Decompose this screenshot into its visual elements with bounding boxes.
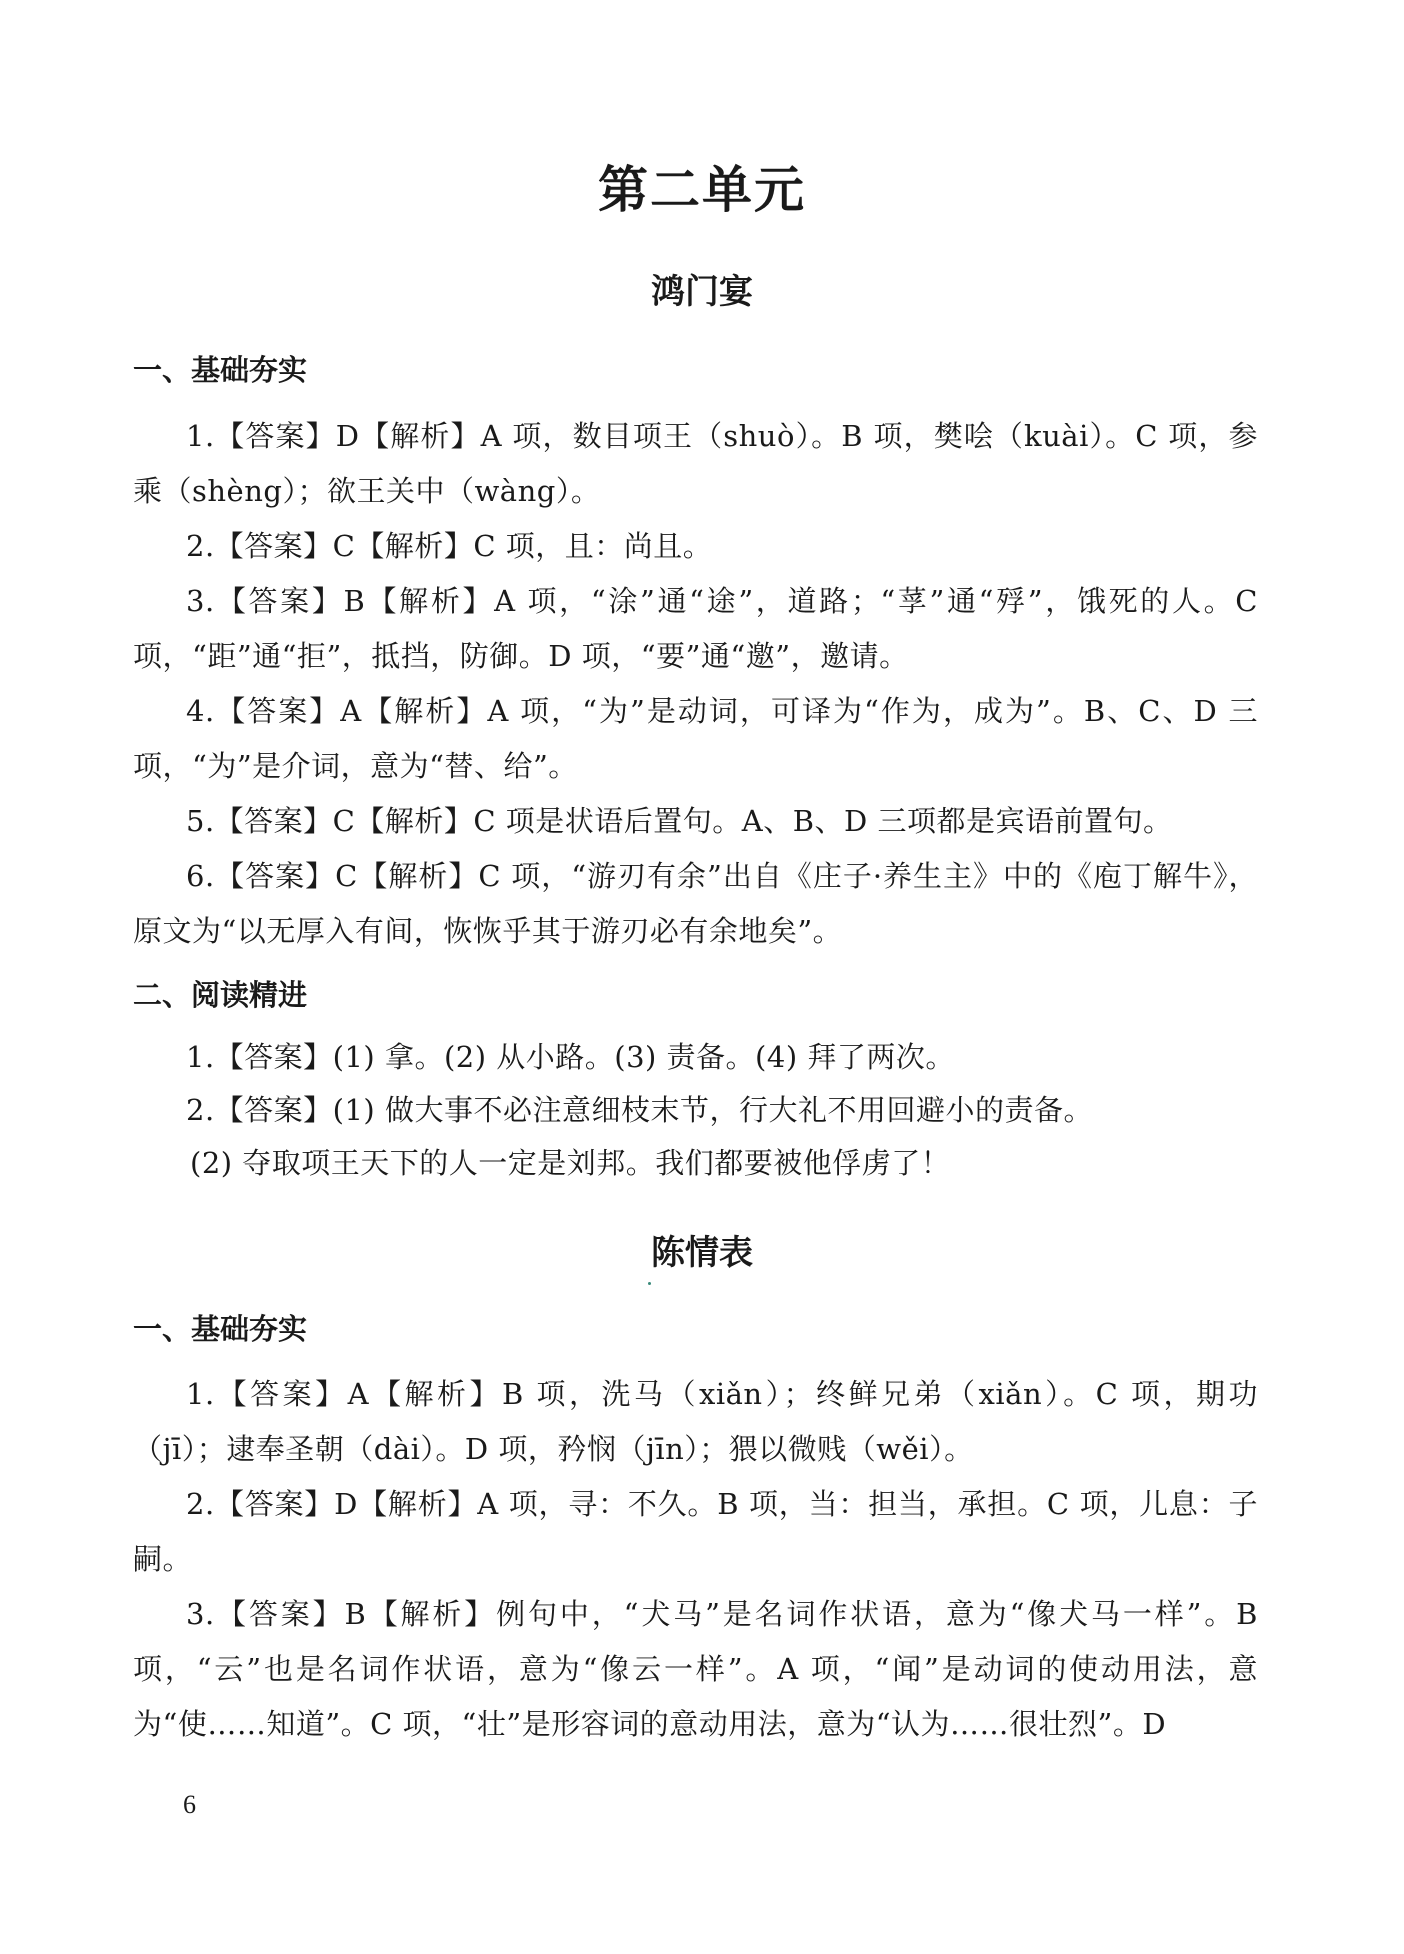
answer-item: 2.【答案】D【解析】A 项，寻：不久。B 项，当：担当，承担。C 项，儿息：子嗣。 [133, 1487, 1258, 1576]
lesson-title-chenqingbiao: 陈情表 [651, 1233, 753, 1273]
answer-item: 5.【答案】C【解析】C 项是状语后置句。A、B、D 三项都是宾语前置句。 [186, 804, 1173, 838]
answer-item: 1.【答案】A【解析】B 项，洗马（xiǎn）；终鲜兄弟（xiǎn）。C 项，期功（jī）；逮奉圣朝（dài）。D 项，矜悯（jīn）；猥以微贱（wěi）。 [133, 1377, 1258, 1466]
answer-item: 3.【答案】B【解析】A 项，“涂”通“途”，道路；“莩”通“殍”，饿死的人。C 项，“距”通“拒”，抵挡，防御。D 项，“要”通“邀”，邀请。 [133, 584, 1258, 673]
section-heading-basics: 一、基础夯实 [133, 353, 308, 387]
answer-item: 1.【答案】D【解析】A 项，数目项王（shuò）。B 项，樊哙（kuài）。C 项，参乘（shèng）；欲王关中（wàng）。 [133, 419, 1258, 508]
answer-item: 2.【答案】(1) 做大事不必注意细枝末节，行大礼不用回避小的责备。 [186, 1093, 1093, 1127]
lesson-title-hongmenyan: 鸿门宴 [651, 272, 753, 312]
section-heading-reading: 二、阅读精进 [133, 978, 308, 1012]
answer-item: 6.【答案】C【解析】C 项，“游刃有余”出自《庄子·养生主》中的《庖丁解牛》，原文为“以无厚入有间，恢恢乎其于游刃必有余地矣”。 [133, 859, 1258, 948]
unit-title: 第二单元 [598, 160, 806, 219]
page-number: 6 [183, 1790, 196, 1819]
answer-item: 4.【答案】A【解析】A 项，“为”是动词，可译为“作为，成为”。B、C、D 三项，“为”是介词，意为“替、给”。 [133, 694, 1258, 783]
section-heading-basics: 一、基础夯实 [133, 1312, 308, 1346]
answer-subitem: (2) 夺取项王天下的人一定是刘邦。我们都要被他俘虏了！ [190, 1146, 951, 1180]
scan-speck [648, 1282, 651, 1285]
answer-item: 3.【答案】B【解析】例句中，“犬马”是名词作状语，意为“像犬马一样”。B 项，“云”也是名词作状语，意为“像云一样”。A 项，“闻”是动词的使动用法，意为“使……知道”。C 项，“壮”是形容词的意动用法，意为“认为……很壮烈”。D [133, 1597, 1258, 1741]
answer-item: 2.【答案】C【解析】C 项，且：尚且。 [186, 529, 713, 563]
answer-item: 1.【答案】(1) 拿。(2) 从小路。(3) 责备。(4) 拜了两次。 [186, 1040, 955, 1074]
